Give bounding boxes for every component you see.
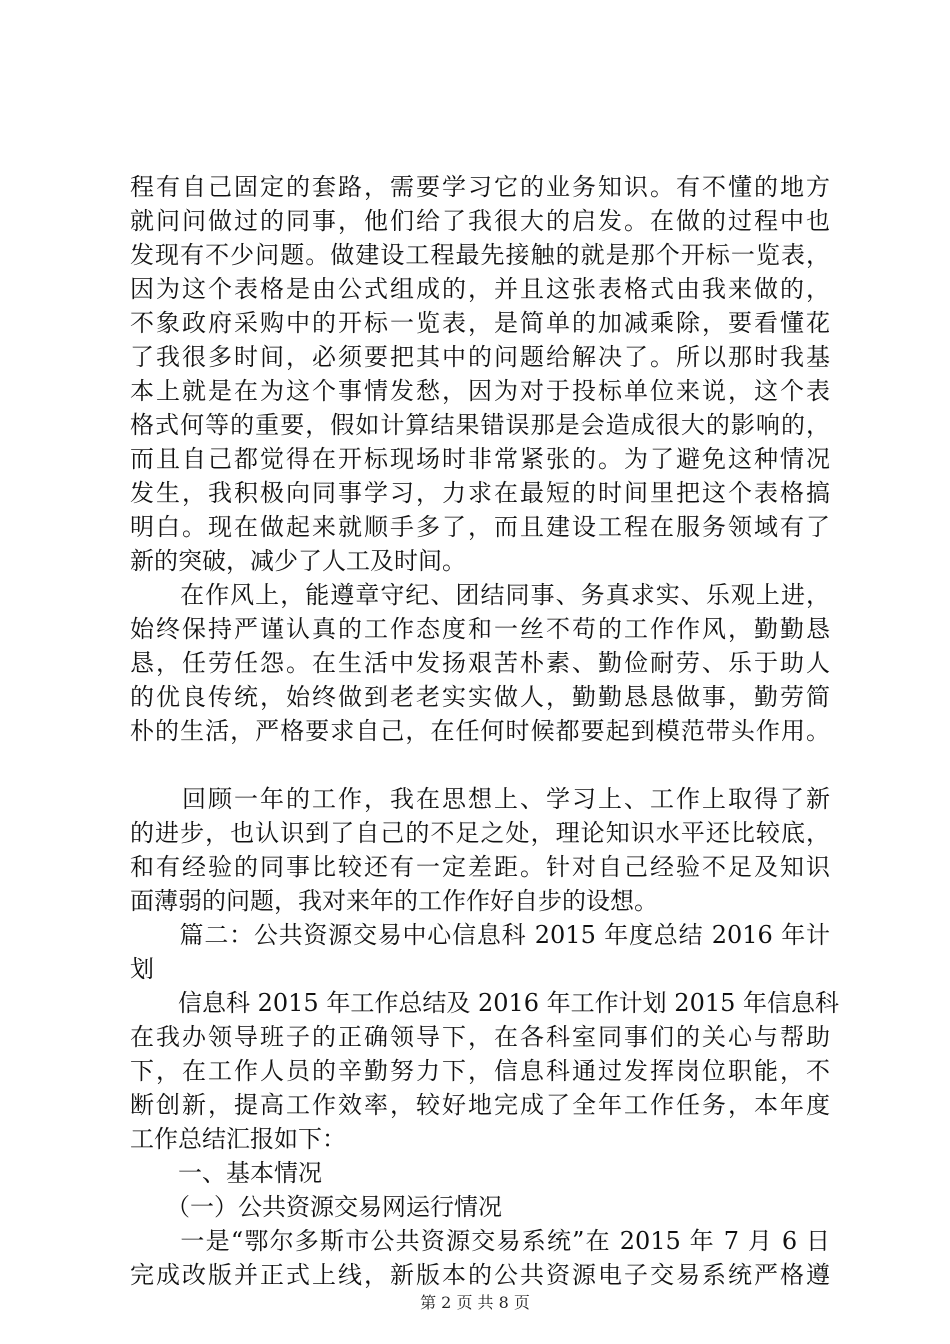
text-line: 因为这个表格是由公式组成的，并且这张表格式由我来做的， bbox=[130, 275, 830, 303]
text-line: 而且自己都觉得在开标现场时非常紧张的。为了避免这种情况 bbox=[130, 445, 830, 473]
text-line: 了我很多时间，必须要把其中的问题给解决了。所以那时我基 bbox=[130, 343, 830, 371]
text-line: 在作风上，能遵章守纪、团结同事、务真求实、乐观上进， bbox=[130, 581, 830, 609]
section-heading-line: 篇二：公共资源交易中心信息科 2015 年度总结 2016 年计 bbox=[130, 921, 830, 949]
text-line: 始终保持严谨认真的工作态度和一丝不苟的工作作风，勤勤恳 bbox=[130, 615, 830, 643]
document-body bbox=[130, 170, 840, 1292]
text-line: 就问问做过的同事，他们给了我很大的启发。在做的过程中也 bbox=[130, 207, 830, 235]
page-footer bbox=[0, 1290, 950, 1313]
section-heading-line: 划 bbox=[130, 955, 154, 983]
text-line: 在我办领导班子的正确领导下，在各科室同事们的关心与帮助 bbox=[130, 1023, 830, 1051]
text-line: 程有自己固定的套路，需要学习它的业务知识。有不懂的地方 bbox=[130, 173, 830, 201]
text-line: 格式何等的重要，假如计算结果错误那是会造成很大的影响的， bbox=[130, 411, 830, 439]
text-line: 下，在工作人员的辛勤努力下，信息科通过发挥岗位职能，不 bbox=[130, 1057, 830, 1085]
text-line: 回顾一年的工作，我在思想上、学习上、工作上取得了新 bbox=[130, 785, 830, 813]
blank-line bbox=[130, 748, 830, 782]
text-line: 信息科 2015 年工作总结及 2016 年工作计划 2015 年信息科 bbox=[130, 989, 840, 1017]
text-line: 工作总结汇报如下： bbox=[130, 1125, 346, 1153]
text-line: 明白。现在做起来就顺手多了，而且建设工程在服务领域有了 bbox=[130, 513, 830, 541]
text-line: 一是“鄂尔多斯市公共资源交易系统”在 2015 年 7 月 6 日 bbox=[130, 1227, 830, 1255]
text-line: 完成改版并正式上线，新版本的公共资源电子交易系统严格遵 bbox=[130, 1261, 830, 1289]
text-line: 的优良传统，始终做到老老实实做人，勤勤恳恳做事，勤劳简 bbox=[130, 683, 830, 711]
text-line: 恳，任劳任怨。在生活中发扬艰苦朴素、勤俭耐劳、乐于助人 bbox=[130, 649, 830, 677]
text-line: 发生，我积极向同事学习，力求在最短的时间里把这个表格搞 bbox=[130, 479, 830, 507]
subheading-line: （一）公共资源交易网运行情况 bbox=[130, 1193, 502, 1221]
subheading-line: 一、基本情况 bbox=[130, 1159, 322, 1187]
text-line: 面薄弱的问题，我对来年的工作作好自步的设想。 bbox=[130, 887, 658, 915]
page-number-label: 第 2 页 共 8 页 bbox=[420, 1293, 530, 1312]
text-line: 断创新，提高工作效率，较好地完成了全年工作任务，本年度 bbox=[130, 1091, 830, 1119]
text-line: 的进步，也认识到了自己的不足之处，理论知识水平还比较底， bbox=[130, 819, 830, 847]
text-line: 和有经验的同事比较还有一定差距。针对自己经验不足及知识 bbox=[130, 853, 830, 881]
text-line: 不象政府采购中的开标一览表，是简单的加减乘除，要看懂花 bbox=[130, 309, 830, 337]
text-line: 新的突破，减少了人工及时间。 bbox=[130, 547, 466, 575]
text-line: 本上就是在为这个事情发愁，因为对于投标单位来说，这个表 bbox=[130, 377, 830, 405]
text-line: 发现有不少问题。做建设工程最先接触的就是那个开标一览表， bbox=[130, 241, 830, 269]
text-line: 朴的生活，严格要求自己，在任何时候都要起到模范带头作用。 bbox=[130, 717, 830, 745]
